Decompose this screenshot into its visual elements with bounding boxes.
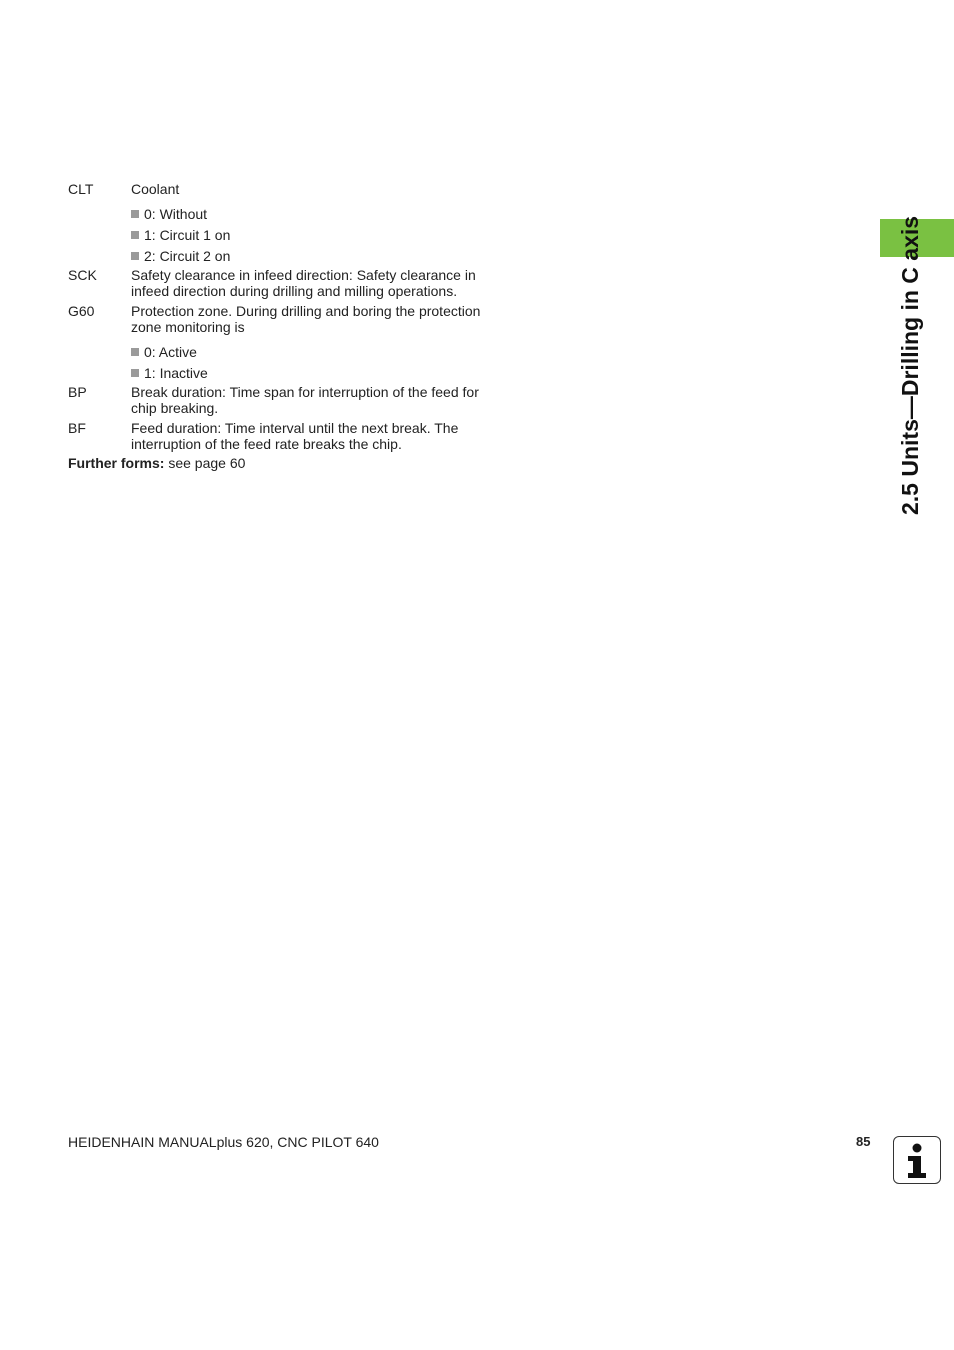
bullet-square-icon bbox=[131, 369, 139, 377]
option-text: 1: Inactive bbox=[144, 365, 208, 381]
param-option bbox=[131, 248, 508, 264]
option-text: 1: Circuit 1 on bbox=[144, 227, 231, 243]
param-row bbox=[68, 384, 508, 416]
param-desc: Coolant bbox=[131, 181, 180, 197]
param-row bbox=[68, 267, 508, 299]
parameter-list bbox=[68, 181, 508, 471]
param-option bbox=[131, 365, 508, 381]
side-section-title: 2.5 Units—Drilling in C axis bbox=[897, 215, 923, 515]
param-desc: Feed duration: Time interval until the next break. The interruption of the feed rate breaks the chip. bbox=[131, 420, 459, 452]
param-code: G60 bbox=[68, 303, 95, 319]
param-desc: Break duration: Time span for interruption of the feed for chip breaking. bbox=[131, 384, 479, 416]
param-code: BP bbox=[68, 384, 87, 400]
param-code: BF bbox=[68, 420, 86, 436]
param-desc: Protection zone. During drilling and boring the protection zone monitoring is bbox=[131, 303, 481, 335]
info-icon bbox=[893, 1136, 941, 1184]
param-option bbox=[131, 206, 508, 222]
param-option bbox=[131, 227, 508, 243]
further-forms bbox=[68, 455, 508, 471]
param-option bbox=[131, 344, 508, 360]
further-forms-text: see page 60 bbox=[164, 455, 246, 471]
footer-manual-title: HEIDENHAIN MANUALplus 620, CNC PILOT 640 bbox=[68, 1134, 379, 1150]
param-desc: Safety clearance in infeed direction: Safety clearance in infeed direction during drilling and milling operations. bbox=[131, 267, 476, 299]
param-row bbox=[68, 303, 508, 335]
option-text: 0: Active bbox=[144, 344, 197, 360]
bullet-square-icon bbox=[131, 231, 139, 239]
param-code: SCK bbox=[68, 267, 97, 283]
further-forms-label: Further forms: bbox=[68, 455, 165, 471]
page-number: 85 bbox=[856, 1134, 871, 1149]
param-row bbox=[68, 181, 508, 197]
bullet-square-icon bbox=[131, 348, 139, 356]
param-row bbox=[68, 420, 508, 452]
param-code: CLT bbox=[68, 181, 94, 197]
option-text: 0: Without bbox=[144, 206, 208, 222]
bullet-square-icon bbox=[131, 210, 139, 218]
option-text: 2: Circuit 2 on bbox=[144, 248, 231, 264]
bullet-square-icon bbox=[131, 252, 139, 260]
